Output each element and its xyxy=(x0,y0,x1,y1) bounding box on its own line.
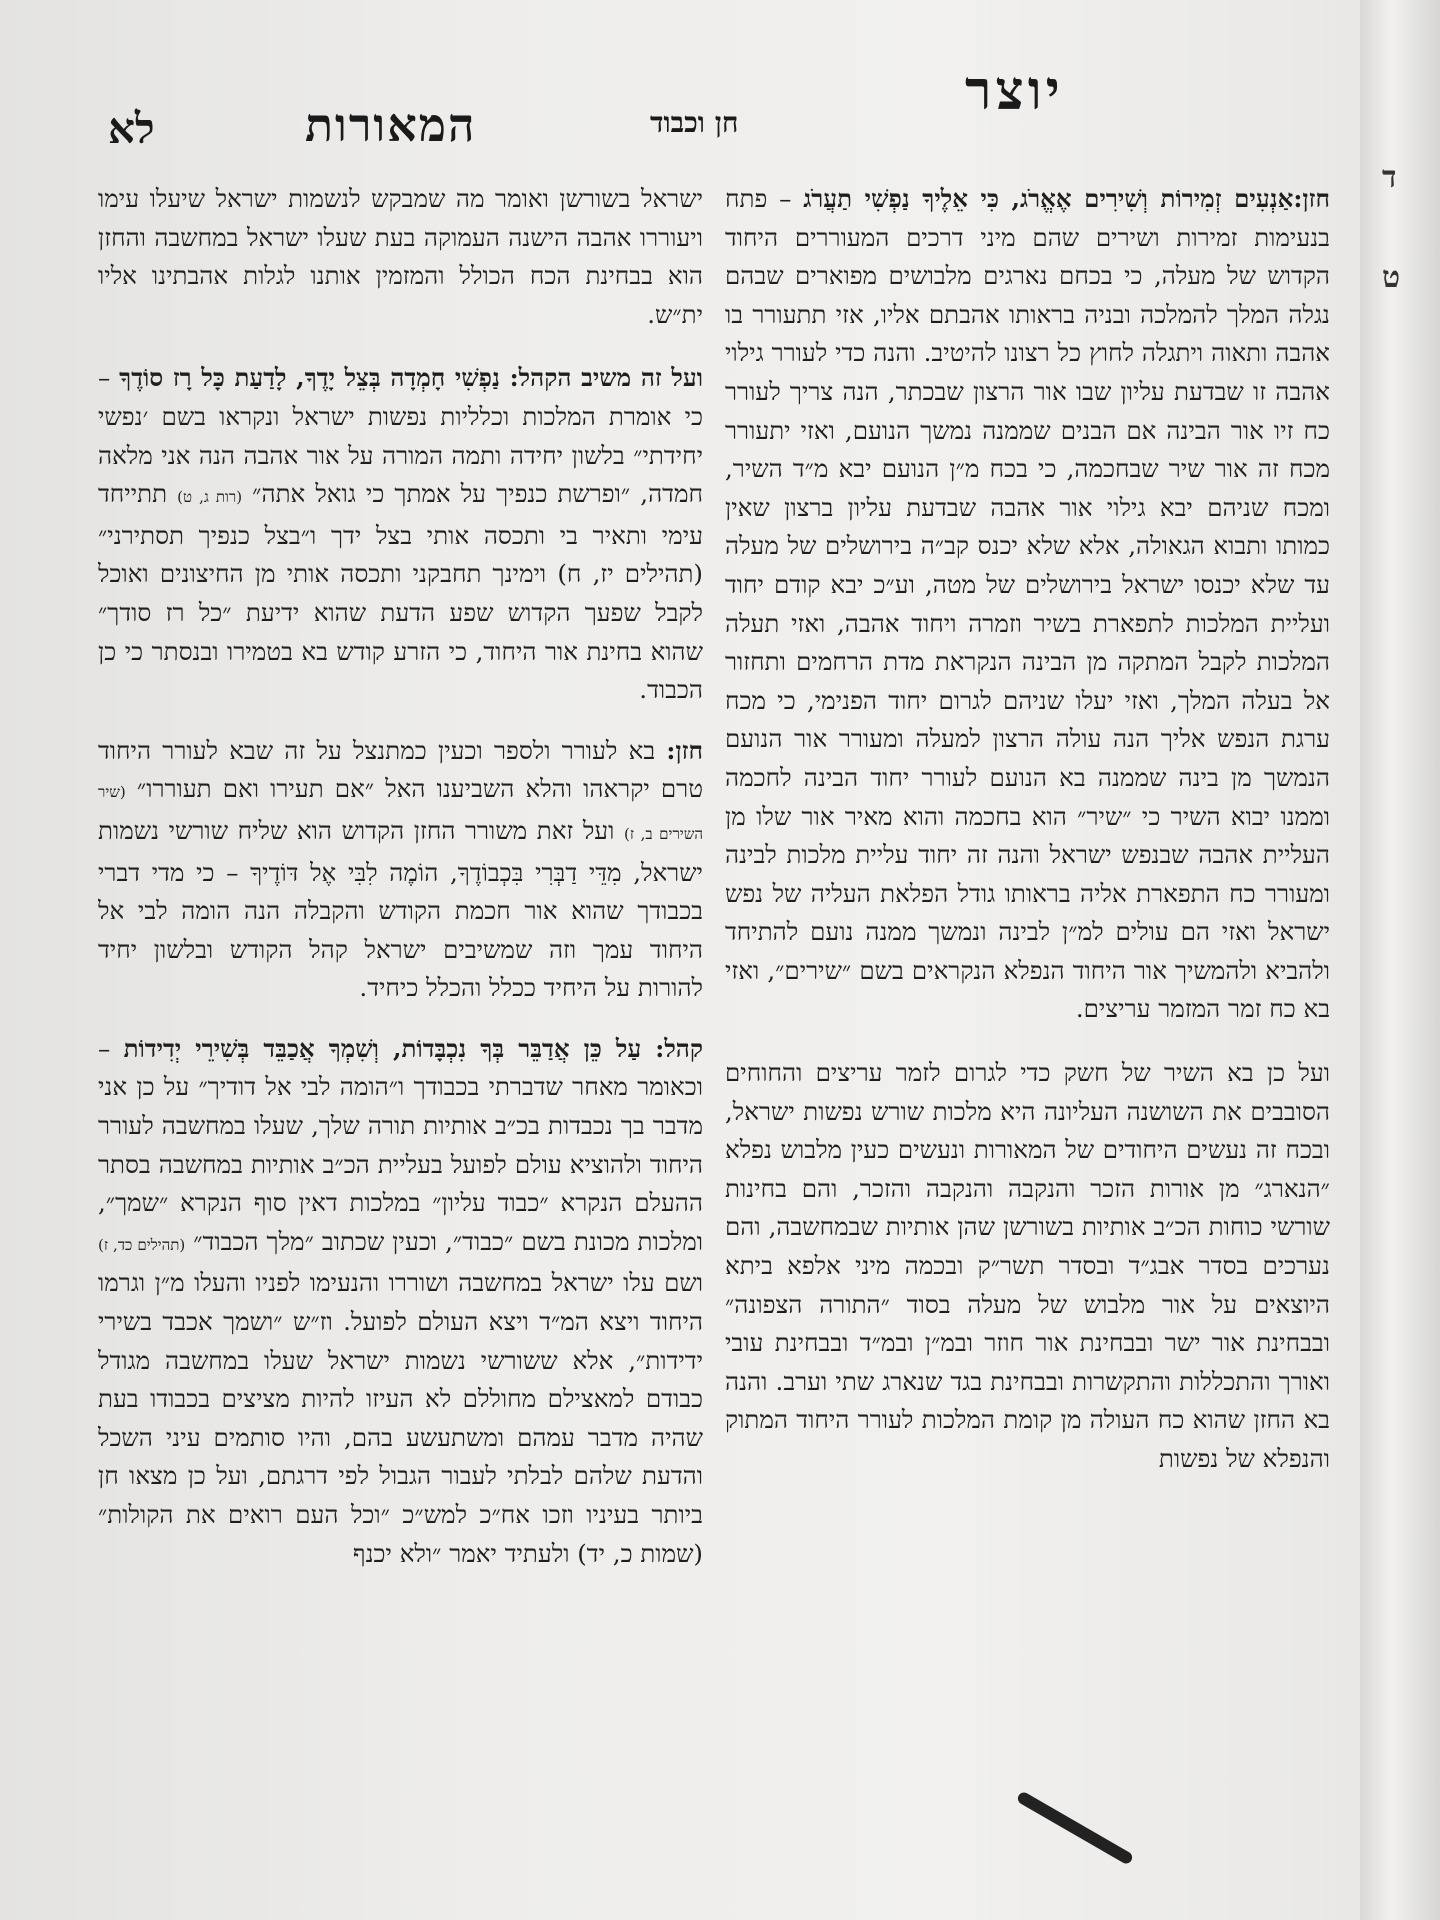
source-reference: (תהילים כד, ז) xyxy=(98,1235,186,1254)
speaker-label: קהל: xyxy=(655,1033,703,1063)
prayer-quote: נַפְשִׁי חָמְדָה בְּצֵל יָדֶךָ, לָדַעַת כָּל רָז סוֹדֶךָ xyxy=(119,363,510,393)
edge-mark-middle: ט xyxy=(1382,260,1401,295)
paragraph xyxy=(725,180,1330,1032)
commentary-text: בא לעורר ולספר וכעין כמתנצל על זה שבא לעורר היחוד טרם יקראהו והלא השביענו האל ״אם תעירו ואם תעוררו״ xyxy=(98,735,703,804)
speaker-label: חזן: xyxy=(666,735,703,765)
source-reference: (רות ג, ט) xyxy=(177,488,243,507)
prayer-quote: אַנְעִים זְמִירוֹת וְשִׁירִים אֶאֱרֹג, כִּי אֵלֶיךָ נַפְשִׁי תַעֲרֹג xyxy=(803,184,1294,213)
paragraph xyxy=(98,180,703,337)
commentary-text: תתייחד עימי ותאיר בי ותכסה אותי בצל ידך ו״בצל כנפיך תסתירני״ (תהילים יז, ח) וימינך תחבקני ותכסה אותי מן החיצונים ואוכל לקבל שפעך הקדוש שפע הדעת שהוא ידיעת ״כל רז סודך״ שהוא בחינת אור היחוד, כי הזרע קודש בא בטמירו ובנסתר כי כן הכבוד. xyxy=(98,479,703,705)
source-reference: (שיר השירים ב, ז) xyxy=(98,783,703,843)
commentary-text: ועל כן בא השיר של חשק כדי לגרום לזמר עריצים והחוחים הסובבים את השושנה העליונה היא מלכות שורש נפשות ישראל, ובכח זה נעשים היחודים של המאורות ונעשים כעין מלבוש נפלא ״הנארג״ מן אורות הזכר והנקבה והנקבה והזכר, והם בחינות שורשי כוחות הכ״ב אותיות בשורשן שהן אותיות שבמחשבה, והם נערכים בסדר אבג״ד ובסדר תשר״ק ובכמה מיני אלפא ביתא היוצאים על אור מלבוש של מעלה בסוד ״התורה הצפונה״ ובבחינת אור ישר ובבחינת אור חוזר ובמ״ן ובמ״ד ובבחינת עובי ואורך והתכללות והתקשרות ובבחינת בגד שנארג שתי וערב. והנה בא החזן שהוא כח העולה מן קומת המלכות לעורר היחוד המתוק והנפלא של נפשות xyxy=(725,1058,1330,1473)
right-text-column xyxy=(725,180,1330,1800)
paragraph xyxy=(98,732,703,1008)
commentary-text: ועל זאת משורר החזן הקדוש הוא שליח שורשי נשמות ישראל, מִדֵּי דַבְּרִי בִּכְבוֹדֶךָ, הוֹמֶה לִבִּי אֶל דּוֹדֶיךָ – כי מדי דברי בכבודך שהוא אור חכמת הקודש והקבלה הנה הומה לבי אל היחוד עמך וזה שמשיבים ישראל קהל הקודש ובלשון יחיד להורות על היחיד ככלל והכלל כיחיד. xyxy=(98,815,703,1003)
book-title: המאורות xyxy=(305,98,477,152)
ribbon-bookmark xyxy=(1016,1790,1135,1865)
page-number: לא xyxy=(108,104,155,153)
paragraph xyxy=(98,1030,703,1573)
paragraph xyxy=(725,1054,1330,1482)
paragraph xyxy=(98,359,703,709)
section-title: חן וכבוד xyxy=(650,106,739,139)
speaker-label: ועל זה משיב הקהל: xyxy=(509,363,703,393)
speaker-label: חזן: xyxy=(1293,184,1330,213)
left-text-column xyxy=(98,180,703,1800)
adjacent-page-edge xyxy=(1360,0,1440,1920)
prayer-quote: עַל כֵּן אֲדַבֵּר בְּךָ נִכְבָּדוֹת, וְשִׁמְךָ אֲכַבֵּד בְּשִׁירֵי יְדִידוֹת xyxy=(123,1033,656,1063)
commentary-text: – וכאומר מאחר שדברתי בכבודך ו״הומה לבי אל דודיך״ על כן אני מדבר בך נכבדות בכ״ב אותיות תורה שלך, שעלו במחשבה לעורר היחוד ולהוציא עולם לפועל בעליית הכ״ב אותיות במחשבה בסתר ההעלם הנקרא ״כבוד עליון״ במלכות דאין סוף הנקרא ״שמך״, ומלכות מכונת בשם ״כבוד״, וכעין שכתוב ״מלך הכבוד״ xyxy=(98,1033,703,1256)
commentary-text: – כי אומרת המלכות וכלליות נפשות ישראל ונקראו בשם ׳נפשי יחידתי״ בלשון יחידה ותמה המורה על אור אהבה הנה אני מלאה חמדה, ״ופרשת כנפיך על אמתך כי גואל אתה״ xyxy=(98,363,703,509)
edge-mark-top: ד xyxy=(1382,160,1397,195)
commentary-text: ישראל בשורשן ואומר מה שמבקש לנשמות ישראל שיעלו עימו ויעוררו אהבה הישנה העמוקה בעת שעלו ישראל במחשבה והחזן הוא בבחינת הכח הכולל והמזמין אותנו לגלות אהבתינו אליו ית״ש. xyxy=(98,184,703,329)
commentary-text: – פתח בנעימות זמירות ושירים שהם מיני דרכים המעוררים היחוד הקדוש של מעלה, כי בכחם נארגים מלבושים מפוארים שבהם נגלה המלך להמלכה ובניה בראותו אהבתם אליו, אזי תתעורר בו אהבה ותאוה ויתגלה לחוץ כל רצונו להיטיב. והנה כדי לעורר גילוי אהבה זו שבדעת עליון שבו אור הרצון שבכתר, הנה צריך לעורר כח זיו אור הבינה אם הבנים שממנה נמשך הנועם, ואזי יתעורר מכח זה אור שיר שבחכמה, כי בכח מ״ן הנועם יבא מ״ד השיר, ומכח שניהם יבא גילוי אור אהבה שבדעת עליון ברצון שאין כמותו ותבוא הגאולה, אלא שלא יכנס קב״ה בירושלים של מעלה עד שלא יכנסו ישראל בירושלים של מטה, וע״כ יבא קודם יחוד ועליית המלכות לתפארת בשיר וזמרה ויחוד אהבה, ואזי תעלה המלכות לקבל המתקה מן הבינה הנקראת מדת הרחמים ותחזור אל בעלה המלך, ואזי יעלו שניהם לגרום יחוד הפנימי, כי מכח ערגת הנפש אליך הנה עולה הרצון למעלה ומעורר אור הנועם הנמשך מן בינה שממנה בא הנועם לעורר יחוד הבינה לחכמה וממנו יבוא השיר כי ״שיר״ הוא בחכמה והוא מאיר אור שלו מן העליית אהבה שבנפש ישראל והנה זה יחוד עליית מלכות לבינה ומעורר כח התפארת אליה בראותו גודל הפלאת העליה של נפש ישראל ואזי הם עולים למ״ן לבינה ונמשך ממנה נועם להתיחד ולהביא ולהמשיך אור היחוד הנפלא הנקראים בשם ״שירים״, ואזי בא כח זמר המזמר עריצים. xyxy=(725,184,1330,1024)
prayer-title: יוצר xyxy=(965,58,1064,122)
commentary-text: ושם עלו ישראל במחשבה ושוררו והנעימו לפניו והעלו מ״ן וגרמו היחוד ויצא המ״ד ויצא העולם לפועל. וז״ש ״ושמך אכבד בשירי ידידות״, אלא ששורשי נשמות ישראל שעלו במחשבה מגודל כבודם למאצילם מחוללם לא העיזו להיות מציצים בכבודו בעת שהיה מדבר עמהם ומשתעשע בהם, והיו סותמים עיני השכל והדעת שלהם לבלתי לעבור הגבול לפי דרגתם, ועל כן מצאו חן ביותר בעיניו וזכו אח״כ למש״כ ״וכל העם רואים את הקולות״ (שמות כ, יד) ולעתיד יאמר ״ולא יכנף xyxy=(98,1268,703,1568)
